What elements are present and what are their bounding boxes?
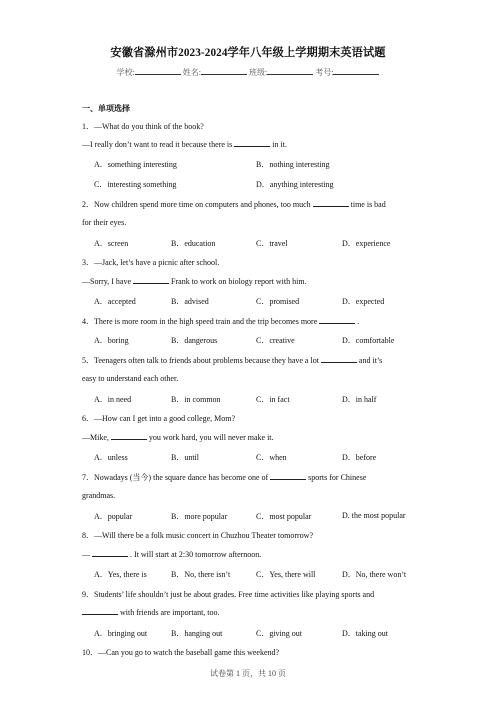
q7-option-d[interactable]: D. the most popular bbox=[342, 511, 406, 520]
q9-option-c[interactable]: C．giving out bbox=[256, 629, 303, 638]
q2-stem-text: 2．Now children spend more time on computers and phones, too much bbox=[82, 200, 311, 209]
q8-option-a[interactable]: A．Yes, there is bbox=[94, 570, 147, 579]
class-label: 班级: bbox=[249, 68, 268, 77]
q7-option-a[interactable]: A．popular bbox=[94, 512, 133, 521]
q3-line2-end: Frank to work on biology report with him. bbox=[171, 277, 307, 286]
q1-option-d[interactable]: D．anything interesting bbox=[256, 180, 334, 189]
q2-stem-cont: for their eyes. bbox=[82, 218, 127, 227]
q4-stem-text: 4．There is more room in the high speed train and the trip becomes more bbox=[82, 317, 318, 326]
q2-option-a[interactable]: A．screen bbox=[94, 239, 129, 248]
q8-line2 bbox=[82, 550, 261, 559]
section-heading: 一、单项选择 bbox=[82, 104, 130, 113]
q1-line2-end: in it. bbox=[272, 140, 287, 149]
q8-option-d[interactable]: D．No, there won’t bbox=[342, 570, 407, 579]
q8-option-b[interactable]: B．No, there isn’t bbox=[171, 570, 231, 579]
q2-stem-end: time is bad bbox=[350, 200, 386, 209]
q9-blank bbox=[82, 608, 118, 615]
q1-option-c[interactable]: C．interesting something bbox=[94, 180, 177, 189]
class-blank[interactable] bbox=[267, 66, 313, 75]
q5-option-d[interactable]: D．in half bbox=[342, 395, 377, 404]
q3-line2 bbox=[82, 277, 307, 286]
q4-blank bbox=[319, 317, 355, 324]
q5-option-a[interactable]: A．in need bbox=[94, 395, 132, 404]
q4-option-d[interactable]: D．comfortable bbox=[342, 336, 395, 345]
q2-blank bbox=[313, 200, 349, 207]
q2-option-b[interactable]: B．education bbox=[171, 239, 216, 248]
name-label: 姓名: bbox=[182, 68, 201, 77]
exam-number-label: 考号: bbox=[315, 68, 334, 77]
q7-stem-end: sports for Chinese bbox=[308, 473, 367, 482]
q1-blank bbox=[234, 140, 270, 147]
q9-stem-cont bbox=[82, 608, 220, 617]
q5-option-c[interactable]: C．in fact bbox=[256, 395, 290, 404]
q6-blank bbox=[111, 433, 147, 440]
q7-option-c[interactable]: C．most popular bbox=[256, 512, 312, 521]
q8-blank bbox=[92, 550, 128, 557]
q7-stem-cont: grandmas. bbox=[82, 491, 116, 500]
student-info-line bbox=[0, 66, 496, 78]
q3-option-a[interactable]: A．accepted bbox=[94, 297, 136, 306]
school-blank[interactable] bbox=[135, 66, 181, 75]
school-label: 学校: bbox=[116, 68, 135, 77]
q7-blank bbox=[270, 473, 306, 480]
q4-option-c[interactable]: C．creative bbox=[256, 336, 295, 345]
q8-line2-text: — bbox=[82, 550, 90, 559]
q2-option-d[interactable]: D．experience bbox=[342, 239, 391, 248]
q5-option-b[interactable]: B．in common bbox=[171, 395, 221, 404]
q1-option-a[interactable]: A．something interesting bbox=[94, 160, 177, 169]
q7-stem bbox=[82, 472, 366, 483]
q3-option-b[interactable]: B．advised bbox=[171, 297, 209, 306]
q9-option-b[interactable]: B．hanging out bbox=[171, 629, 223, 638]
q5-blank bbox=[321, 356, 357, 363]
q6-line2 bbox=[82, 433, 274, 442]
q7-option-b[interactable]: B．more popular bbox=[171, 512, 228, 521]
exam-number-blank[interactable] bbox=[333, 66, 379, 75]
q4-stem bbox=[82, 316, 359, 327]
q2-stem bbox=[82, 199, 386, 210]
q6-line2-text: —Mike, bbox=[82, 433, 109, 442]
q6-option-b[interactable]: B．until bbox=[171, 453, 200, 462]
q8-option-c[interactable]: C．Yes, there will bbox=[256, 570, 316, 579]
q6-option-a[interactable]: A．unless bbox=[94, 453, 128, 462]
q9-option-a[interactable]: A．bringing out bbox=[94, 629, 148, 638]
q10-stem: 10．—Can you go to watch the baseball game this weekend? bbox=[82, 648, 280, 657]
q6-option-c[interactable]: C．when bbox=[256, 453, 287, 462]
q8-line2-end: . It will start at 2:30 tomorrow afternoon. bbox=[130, 550, 262, 559]
q8-stem: 8．—Will there be a folk music concert in Chuzhou Theater tomorrow? bbox=[82, 531, 314, 540]
q3-line2-text: —Sorry, I have bbox=[82, 277, 132, 286]
q6-line2-end: you work hard, you will never make it. bbox=[148, 433, 274, 442]
q2-option-c[interactable]: C．travel bbox=[256, 239, 288, 248]
q3-stem: 3．—Jack, let’s have a picnic after school. bbox=[82, 258, 220, 267]
q3-option-d[interactable]: D．expected bbox=[342, 297, 385, 306]
q1-stem: 1．—What do you think of the book? bbox=[82, 122, 204, 131]
q1-line2-text: —I really don’t want to read it because there is bbox=[82, 140, 233, 149]
q5-stem-text: 5．Teenagers often talk to friends about problems because they have a lot bbox=[82, 356, 319, 365]
q1-line2 bbox=[82, 140, 287, 149]
page-footer: 试卷第 1 页，共 10 页 bbox=[210, 669, 286, 678]
q5-stem-end: and it’s bbox=[358, 356, 383, 365]
q3-blank bbox=[133, 277, 169, 284]
q9-stem: 9．Students’ life shouldn’t just be about grades. Free time activities like playing sports and bbox=[82, 590, 375, 599]
q5-stem bbox=[82, 355, 382, 366]
q4-option-b[interactable]: B．dangerous bbox=[171, 336, 218, 345]
q5-stem-cont: easy to understand each other. bbox=[82, 374, 179, 383]
name-blank[interactable] bbox=[201, 66, 247, 75]
q6-stem: 6．—How can I get into a good college, Mom? bbox=[82, 414, 236, 423]
q9-stem-end: with friends are important, too. bbox=[120, 608, 220, 617]
q6-option-d[interactable]: D．before bbox=[342, 453, 377, 462]
q1-option-b[interactable]: B．nothing interesting bbox=[256, 160, 330, 169]
q3-option-c[interactable]: C．promised bbox=[256, 297, 300, 306]
q4-stem-end: . bbox=[357, 317, 360, 326]
q4-option-a[interactable]: A．boring bbox=[94, 336, 129, 345]
q7-stem-text: 7．Nowadays (当今) the square dance has become one of bbox=[82, 473, 269, 482]
q9-option-d[interactable]: D．taking out bbox=[342, 629, 388, 638]
page-title: 安徽省滁州市2023-2024学年八年级上学期期末英语试题 bbox=[110, 47, 386, 59]
